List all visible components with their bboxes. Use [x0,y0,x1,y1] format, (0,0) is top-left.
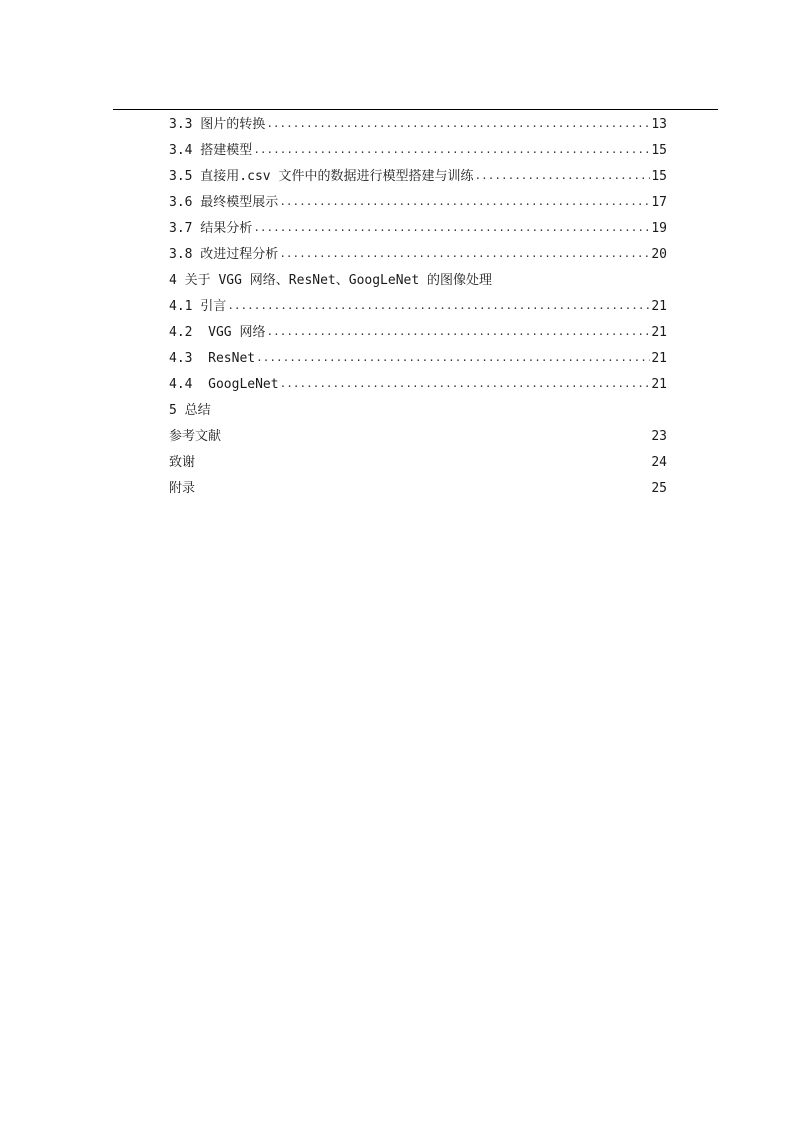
toc-entry-page: 23 [651,429,667,444]
toc-dot-leader [253,215,650,241]
toc-dot-leader [266,319,650,345]
toc-entry-title: 3.6 最终模型展示 [169,195,279,210]
header-rule [113,109,718,110]
toc-entry-title: 参考文献 [169,429,222,444]
toc-entry-page: 21 [651,325,667,340]
toc-entry-title: 4.4 GoogLeNet [169,377,279,392]
toc-dot-leader [279,189,650,215]
toc-entry-title: 3.4 搭建模型 [169,143,253,158]
toc-entry[interactable] [169,294,667,320]
toc-entry-page: 24 [651,455,667,470]
toc-entry-title: 3.7 结果分析 [169,221,253,236]
toc-entry-page: 17 [651,195,667,210]
toc-entry[interactable] [169,424,667,450]
toc-entry-title: 4 关于 VGG 网络、ResNet、GoogLeNet 的图像处理 [169,273,493,288]
toc-entry[interactable] [169,372,667,398]
toc-entry[interactable] [169,450,667,476]
toc-entry[interactable] [169,138,667,164]
toc-entry[interactable] [169,242,667,268]
toc-dot-leader [227,293,650,319]
toc-entry-title: 3.5 直接用.csv 文件中的数据进行模型搭建与训练 [169,169,474,184]
toc-entry-page: 15 [651,143,667,158]
toc-entry-title: 4.1 引言 [169,299,227,314]
toc-dot-leader [256,345,650,371]
toc-entry-title: 附录 [169,481,196,496]
toc-entry[interactable] [169,216,667,242]
toc-entry[interactable] [169,320,667,346]
toc-entry-title: 4.3 ResNet [169,351,256,366]
table-of-contents [169,112,667,502]
toc-entry[interactable] [169,476,667,502]
toc-dot-leader [279,241,650,267]
toc-entry-page: 21 [651,377,667,392]
toc-chapter-heading[interactable] [169,398,667,424]
toc-entry[interactable] [169,190,667,216]
toc-entry-title: 3.3 图片的转换 [169,117,266,132]
toc-entry-page: 19 [651,221,667,236]
toc-entry-page: 25 [651,481,667,496]
toc-entry[interactable] [169,112,667,138]
toc-dot-leader [266,111,650,137]
toc-dot-leader [474,163,650,189]
toc-entry-title: 4.2 VGG 网络 [169,325,266,340]
toc-entry[interactable] [169,164,667,190]
toc-entry-page: 13 [651,117,667,132]
toc-entry-page: 21 [651,351,667,366]
toc-entry-title: 5 总结 [169,403,211,418]
toc-entry-page: 20 [651,247,667,262]
toc-entry-page: 15 [651,169,667,184]
toc-entry-title: 致谢 [169,455,196,470]
toc-chapter-heading[interactable] [169,268,667,294]
toc-entry[interactable] [169,346,667,372]
toc-dot-leader [253,137,650,163]
toc-entry-title: 3.8 改进过程分析 [169,247,279,262]
toc-entry-page: 21 [651,299,667,314]
toc-dot-leader [280,371,651,397]
